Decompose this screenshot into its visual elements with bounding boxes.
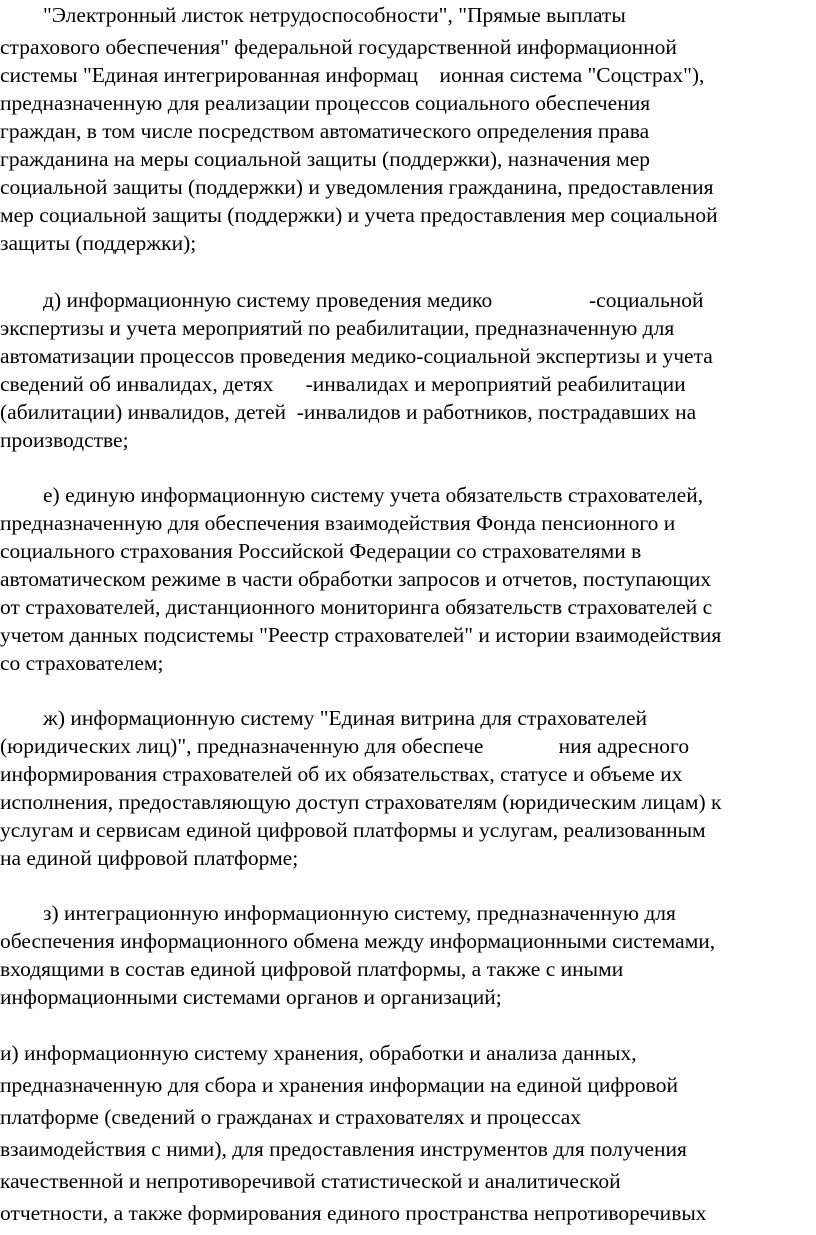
text-line: д) информационную систему проведения медико -социальной <box>0 288 704 312</box>
text-line: (абилитации) инвалидов, детей -инвалидов и работников, пострадавших на <box>0 400 697 424</box>
text-line: социального страхования Российской Федерации со страхователями в <box>0 539 642 563</box>
text-line: производстве; <box>0 428 129 452</box>
text-line: предназначенную для обеспечения взаимодействия Фонда пенсионного и <box>0 511 676 535</box>
text-line: обеспечения информационного обмена между информационными системами, <box>0 929 716 953</box>
text-line: мер социальной защиты (поддержки) и учета предоставления мер социальной <box>0 203 718 227</box>
text-line: информационными системами органов и организаций; <box>0 985 502 1009</box>
text-line: входящими в состав единой цифровой платформы, а также с иными <box>0 957 624 981</box>
text-line: экспертизы и учета мероприятий по реабилитации, предназначенную для <box>0 316 675 340</box>
text-line: и) информационную систему хранения, обработки и анализа данных, <box>0 1041 637 1065</box>
text-line: информирования страхователей об их обязательствах, статусе и объеме их <box>0 762 683 786</box>
text-line: от страхователей, дистанционного мониторинга обязательств страхователей с <box>0 595 713 619</box>
text-line: ж) информационную систему "Единая витрина для страхователей <box>0 706 648 730</box>
text-line: (юридических лиц)", предназначенную для обеспече ния адресного <box>0 734 690 758</box>
text-line: граждан, в том числе посредством автоматического определения права <box>0 119 650 143</box>
text-line: "Электронный листок нетрудоспособности", "Прямые выплаты <box>0 3 626 27</box>
text-line: з) интеграционную информационную систему, предназначенную для <box>0 901 676 925</box>
text-line: защиты (поддержки); <box>0 231 197 255</box>
text-line: платформе (сведений о гражданах и страхователях и процессах <box>0 1105 582 1129</box>
text-line: гражданина на меры социальной защиты (поддержки), назначения мер <box>0 147 650 171</box>
text-line: исполнения, предоставляющую доступ страхователям (юридическим лицам) к <box>0 790 722 814</box>
text-line: предназначенную для сбора и хранения информации на единой цифровой <box>0 1073 679 1097</box>
text-line: системы "Единая интегрированная информац ионная система "Соцстрах"), <box>0 63 705 87</box>
text-line: страхового обеспечения" федеральной государственной информационной <box>0 35 677 59</box>
text-line: автоматическом режиме в части обработки запросов и отчетов, поступающих <box>0 567 712 591</box>
text-line: сведений об инвалидах, детях -инвалидах и мероприятий реабилитации <box>0 372 686 396</box>
text-line: предназначенную для реализации процессов социального обеспечения <box>0 91 651 115</box>
text-line: социальной защиты (поддержки) и уведомления гражданина, предоставления <box>0 175 714 199</box>
text-line: услугам и сервисам единой цифровой платформы и услугам, реализованным <box>0 818 706 842</box>
text-line: со страхователем; <box>0 651 164 675</box>
text-line: автоматизации процессов проведения медико-социальной экспертизы и учета <box>0 344 713 368</box>
text-line: е) единую информационную систему учета обязательств страхователей, <box>0 483 704 507</box>
text-line: качественной и непротиворечивой статистической и аналитической <box>0 1169 621 1193</box>
text-line: учетом данных подсистемы "Реестр страхователей" и истории взаимодействия <box>0 623 722 647</box>
text-line: отчетности, а также формирования единого пространства непротиворечивых <box>0 1201 707 1225</box>
text-line: взаимодействия с ними), для предоставления инструментов для получения <box>0 1137 687 1161</box>
text-line: на единой цифровой платформе; <box>0 846 299 870</box>
